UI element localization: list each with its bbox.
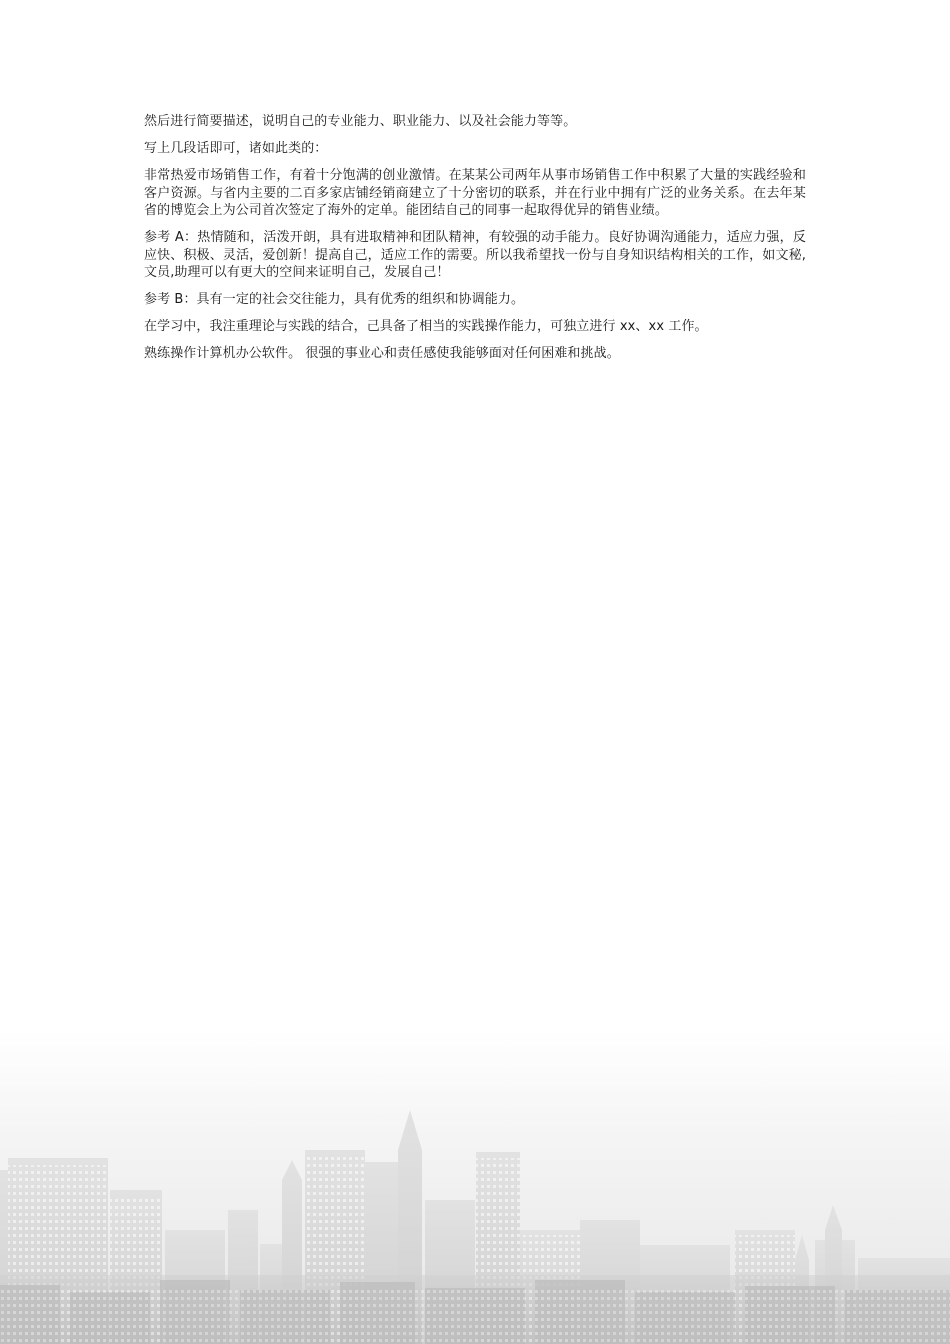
paragraph-sales-example: 非常热爱市场销售工作，有着十分饱满的创业激情。在某某公司两年从事市场销售工作中积累了大量的实践经验和客户资源。与省内主要的二百多家店铺经销商建立了十分密切的联系，并在行业中拥有广泛的业务关系。在去年某省的博览会上为公司首次签定了海外的定单。能团结自己的同事一起取得优异的销售业绩。 bbox=[144, 168, 806, 218]
paragraph-reference-a: 参考 A：热情随和，活泼开朗，具有进取精神和团队精神，有较强的动手能力。良好协调沟通能力，适应力强，反应快、积极、灵活，爱创新！提高自己，适应工作的需要。所以我希望找一份与自身知识结构相关的工作，如文秘,文员,助理可以有更大的空间来证明自己，发展自己！ bbox=[144, 230, 806, 280]
city-skyline-watermark bbox=[0, 1030, 950, 1344]
paragraph-study: 在学习中，我注重理论与实践的结合，己具备了相当的实践操作能力，可独立进行 xx、xx 工作。 bbox=[144, 319, 708, 334]
paragraph-intro: 然后进行简要描述，说明自己的专业能力、职业能力、以及社会能力等等。 bbox=[144, 114, 577, 129]
paragraph-instruction: 写上几段话即可，诸如此类的： bbox=[144, 141, 328, 156]
document-body bbox=[144, 113, 806, 372]
paragraph-reference-b: 参考 B：具有一定的社会交往能力，具有优秀的组织和协调能力。 bbox=[144, 292, 525, 307]
paragraph-computer-skills: 熟练操作计算机办公软件。 很强的事业心和责任感使我能够面对任何困难和挑战。 bbox=[144, 346, 620, 361]
